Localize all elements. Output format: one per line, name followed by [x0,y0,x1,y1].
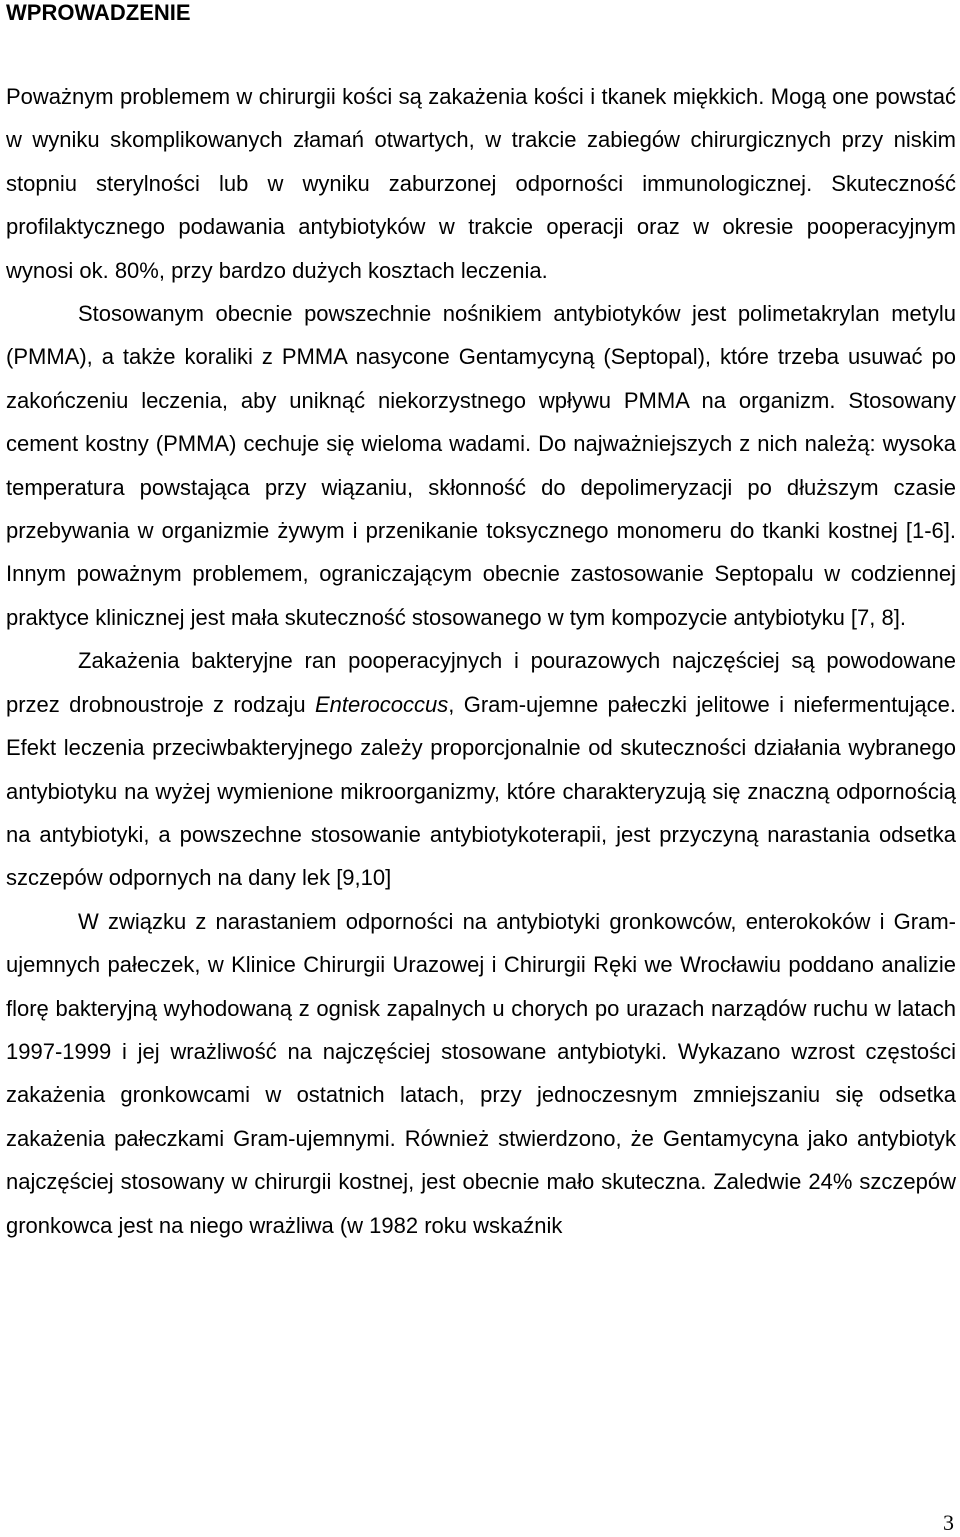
document-page [6,0,957,1238]
paragraph-2: Stosowanym obecnie powszechnie nośnikiem antybiotyków jest polimetakrylan metylu (PMMA), a także koraliki z PMMA nasycone Gentamycyną (Septopal), które trzeba usuwać po zakończeniu leczenia, aby uniknąć niekorzystnego wpływu PMMA na organizm. Stosowany cement kostny (PMMA) cechuje się wieloma wadami. Do najważniejszych z nich należą: wysoka temperatura powstająca przy wiązaniu, skłonność do depolimeryzacji po dłuższym czasie przebywania w organizmie żywym i przenikanie toksycznego monomeru do tkanki kostnej [1-6]. Innym poważnym problemem, ograniczającym obecnie zastosowanie Septopalu w codziennej praktyce klinicznej jest mała skuteczność stosowanego w tym kompozycie antybiotyku [7, 8]. [6,301,956,630]
page-number: 3 [943,1510,954,1535]
paragraph-3-text-end: , Gram-ujemne pałeczki jelitowe i niefermentujące. Efekt leczenia przeciwbakteryjnego zależy proporcjonalnie od skuteczności działania wybranego antybiotyku na wyżej wymienione mikroorganizmy, które charakteryzują się znaczną odpornością na antybiotyki, a powszechne stosowanie antybiotykoterapii, jest przyczyną narastania odsetka szczepów odpornych na dany lek [9,10] [6,691,957,891]
section-heading: WPROWADZENIE [6,0,191,25]
paragraph-1: Poważnym problemem w chirurgii kości są zakażenia kości i tkanek miękkich. Mogą one powstać w wyniku skomplikowanych złamań otwartych, w trakcie zabiegów chirurgicznych przy niskim stopniu sterylności lub w wyniku zaburzonej odporności immunologicznej. Skuteczność profilaktycznego podawania antybiotyków w trakcie operacji oraz w okresie pooperacyjnym wynosi ok. 80%, przy bardzo dużych kosztach leczenia. [6,84,956,283]
paragraph-4: W związku z narastaniem odporności na antybiotyki gronkowców, enterokoków i Gram-ujemnych pałeczek, w Klinice Chirurgii Urazowej i Chirurgii Ręki we Wrocławiu poddano analizie florę bakteryjną wyhodowaną z ognisk zapalnych u chorych po urazach narządów ruchu w latach 1997-1999 i jej wrażliwość na najczęściej stosowane antybiotyki. Wykazano wzrost częstości zakażenia gronkowcami w ostatnich latach, przy jednoczesnym zmniejszaniu się odsetka zakażenia pałeczkami Gram-ujemnymi. Również stwierdzono, że Gentamycyna jako antybiotyk najczęściej stosowany w chirurgii kostnej, jest obecnie mało skuteczna. Zaledwie 24% szczepów gronkowca jest na niego wrażliwa (w 1982 roku wskaźnik [6,908,956,1238]
paragraph-3-text-start: Zakażenia bakteryjne ran pooperacyjnych i pourazowych najczęściej są powodowane przez drobnoustroje z rodzaju [6,648,956,717]
paragraph-3 [6,639,956,899]
genus-name: Enterococcus [314,691,449,717]
document-body [6,75,956,1247]
